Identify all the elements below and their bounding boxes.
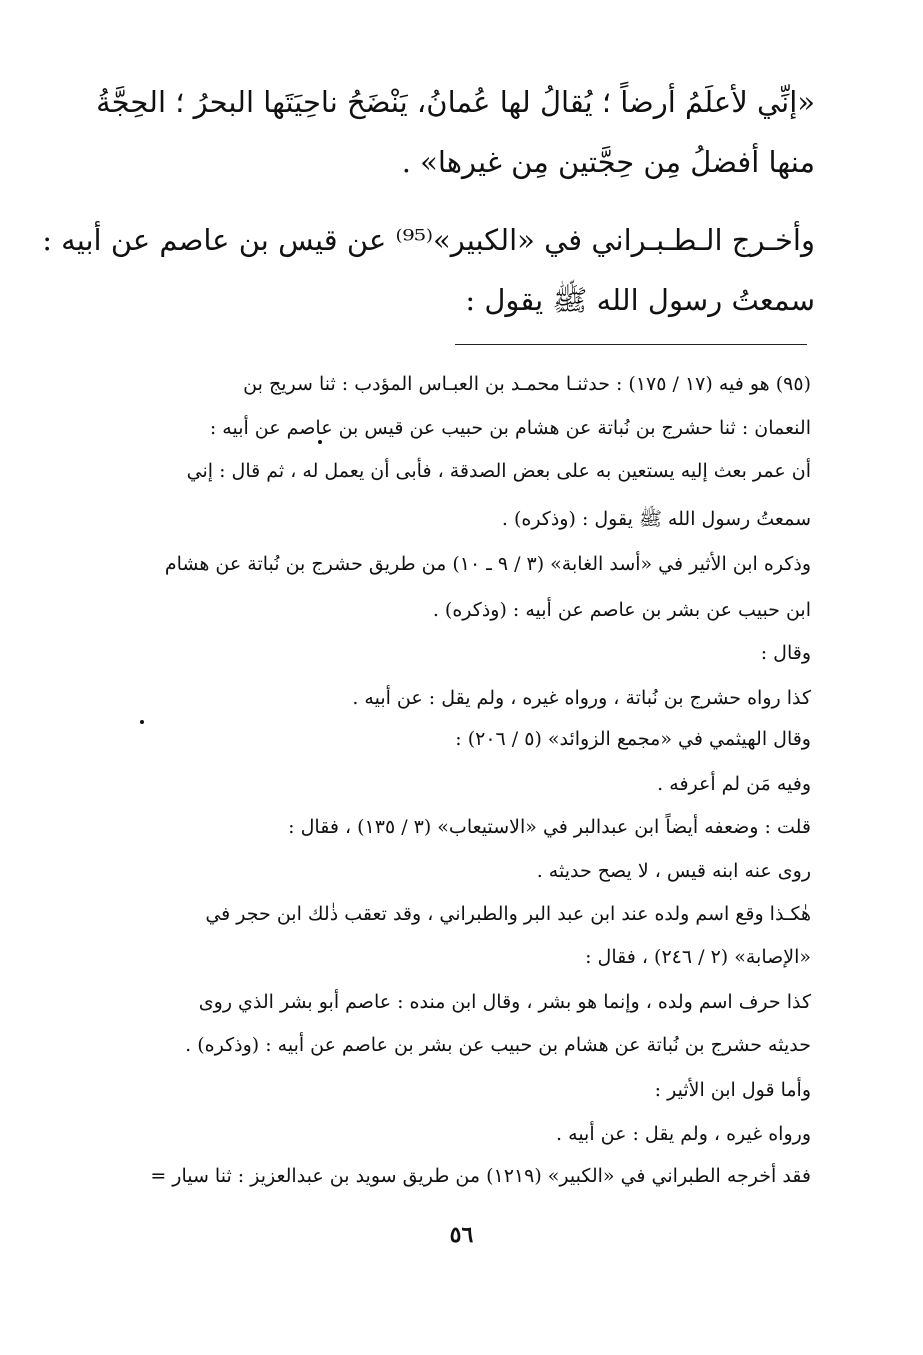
- footnote-line: «الإصابة» (٢ / ٢٤٦) ، فقال :: [585, 946, 811, 968]
- footnote-line: أن عمر بعث إليه يستعين به على بعض الصدقة ، فأبى أن يعمل له ، ثم قال : إني: [186, 460, 811, 482]
- footnote-line: كذا رواه حشرج بن نُباتة ، ورواه غيره ، ولم يقل : عن أبيه .: [352, 687, 811, 709]
- main-line: سمعتُ رسول الله ﷺ يقول :: [465, 283, 815, 317]
- footnote-line: (٩٥) هو فيه (١٧ / ١٧٥) : حدثنـا محمـد بن العبـاس المؤدب : ثنا سريج بن: [243, 373, 811, 395]
- main-paragraph-1: [70, 72, 815, 192]
- print-speck: [140, 720, 144, 724]
- footnote-line: وقال :: [760, 642, 811, 664]
- footnote-line: وأما قول ابن الأثير :: [654, 1079, 811, 1101]
- footnote-line: النعمان : ثنا حشرج بن نُباتة عن هشام بن حبيب عن قيس بن عاصم عن أبيه :: [209, 417, 811, 439]
- footnote-line: حديثه حشرج بن نُباتة عن هشام بن حبيب عن بشر بن عاصم عن أبيه : (وذكره) .: [185, 1034, 811, 1056]
- footnote-line: وفيه مَن لم أعرفه .: [657, 773, 811, 795]
- footnote-line: روى عنه ابنه قيس ، لا يصح حديثه .: [536, 860, 811, 882]
- print-speck: [318, 440, 322, 444]
- page-number: ٥٦: [449, 1222, 474, 1248]
- footnote-line: فقد أخرجه الطبراني في «الكبير» (١٢١٩) من طريق سويد بن عبدالعزيز : ثنا سيار =: [150, 1165, 811, 1187]
- footnote-separator: [455, 344, 807, 345]
- footnote-line: ورواه غيره ، ولم يقل : عن أبيه .: [556, 1123, 811, 1145]
- main-paragraph-2: [42, 210, 815, 330]
- footnote-line: وذكره ابن الأثير في «أسد الغابة» (٣ / ٩ ـ ١٠) من طريق حشرج بن نُباتة عن هشام: [164, 553, 811, 575]
- footnote-line: وقال الهيثمي في «مجمع الزوائد» (٥ / ٢٠٦) :: [455, 728, 811, 750]
- footnote-line: هٰكـذا وقع اسم ولده عند ابن عبد البر والطبراني ، وقد تعقب ذٰلك ابن حجر في: [205, 903, 811, 925]
- main-line: «إنِّي لأعلَمُ أرضاً ؛ يُقالُ لها عُمانُ، يَنْضَحُ ناحِيَتَها البحرُ ؛ الحِجَّةُ: [96, 85, 815, 119]
- main-line: وأخـرج الـطـبـراني في «الكبير»⁽⁹⁵⁾ عن قيس بن عاصم عن أبيه :: [42, 223, 815, 257]
- footnote-line: قلت : وضعفه أيضاً ابن عبدالبر في «الاستيعاب» (٣ / ١٣٥) ، فقال :: [288, 816, 811, 838]
- footnote-line: كذا حرف اسم ولده ، وإنما هو بشر ، وقال ابن منده : عاصم أبو بشر الذي روى: [198, 991, 811, 1013]
- main-line: منها أفضلُ مِن حِجَّتين مِن غيرها» .: [401, 145, 815, 179]
- footnote-line: سمعتُ رسول الله ﷺ يقول : (وذكره) .: [501, 508, 811, 530]
- footnote-line: ابن حبيب عن بشر بن عاصم عن أبيه : (وذكره) .: [432, 599, 811, 621]
